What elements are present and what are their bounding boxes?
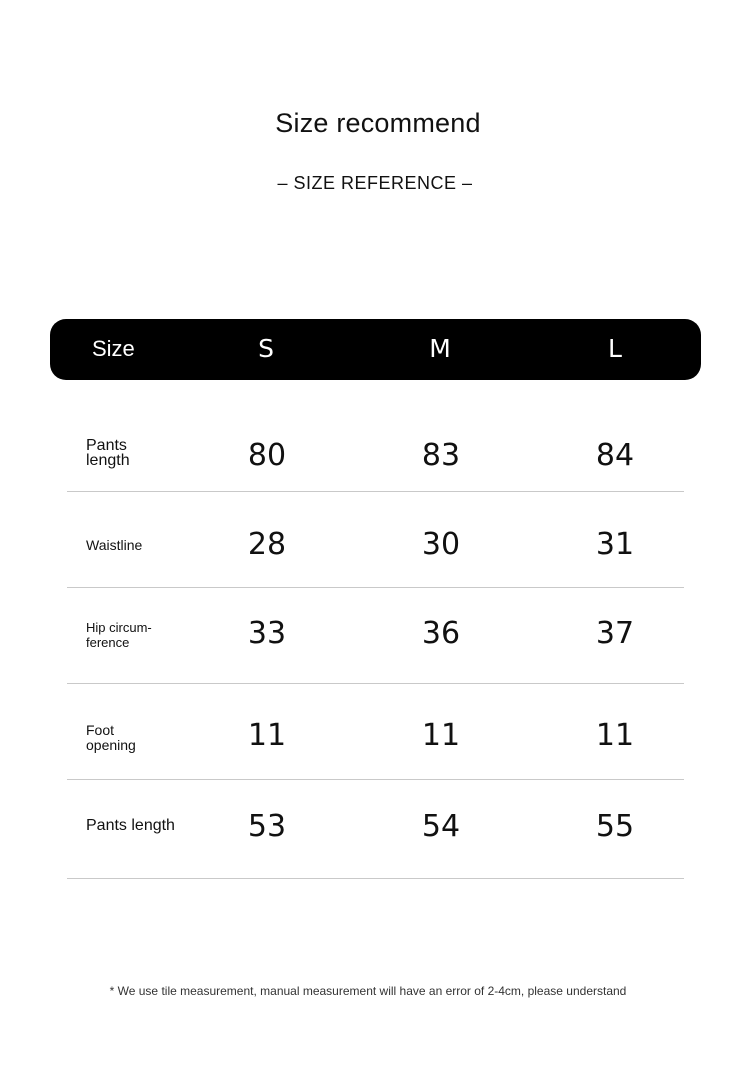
row-value-l: 31 [595, 527, 635, 562]
row-value-s: 11 [247, 718, 287, 753]
row-divider [67, 587, 684, 588]
page-title: Size recommend [275, 108, 481, 138]
row-label: Waistline [86, 537, 143, 553]
header-size-label: Size [92, 336, 135, 361]
row-value-s: 33 [247, 616, 287, 651]
row-label: Pants length [86, 437, 130, 469]
row-value-m: 30 [421, 527, 461, 562]
row-divider [67, 779, 684, 780]
row-divider [67, 878, 684, 879]
row-value-m: 36 [421, 616, 461, 651]
row-value-l: 37 [595, 616, 635, 651]
row-value-l: 84 [595, 438, 635, 473]
row-value-m: 11 [421, 718, 461, 753]
row-divider [67, 683, 684, 684]
header-col-m: M [429, 334, 451, 363]
row-value-m: 54 [421, 809, 461, 844]
row-value-l: 11 [595, 718, 635, 753]
row-value-s: 53 [247, 809, 287, 844]
row-value-s: 28 [247, 527, 287, 562]
header-col-s: S [258, 334, 274, 363]
page-subtitle: – SIZE REFERENCE – [277, 173, 473, 193]
row-value-l: 55 [595, 809, 635, 844]
header-col-l: L [608, 334, 622, 363]
size-table-header [50, 319, 701, 380]
row-label: Foot opening [86, 722, 136, 753]
row-value-m: 83 [421, 438, 461, 473]
row-value-s: 80 [247, 438, 287, 473]
row-divider [67, 491, 684, 492]
row-label: Pants length [86, 817, 175, 834]
row-label: Hip circum- ference [86, 620, 152, 650]
measurement-footnote: * We use tile measurement, manual measurement will have an error of 2-4cm, please understand [109, 984, 627, 998]
